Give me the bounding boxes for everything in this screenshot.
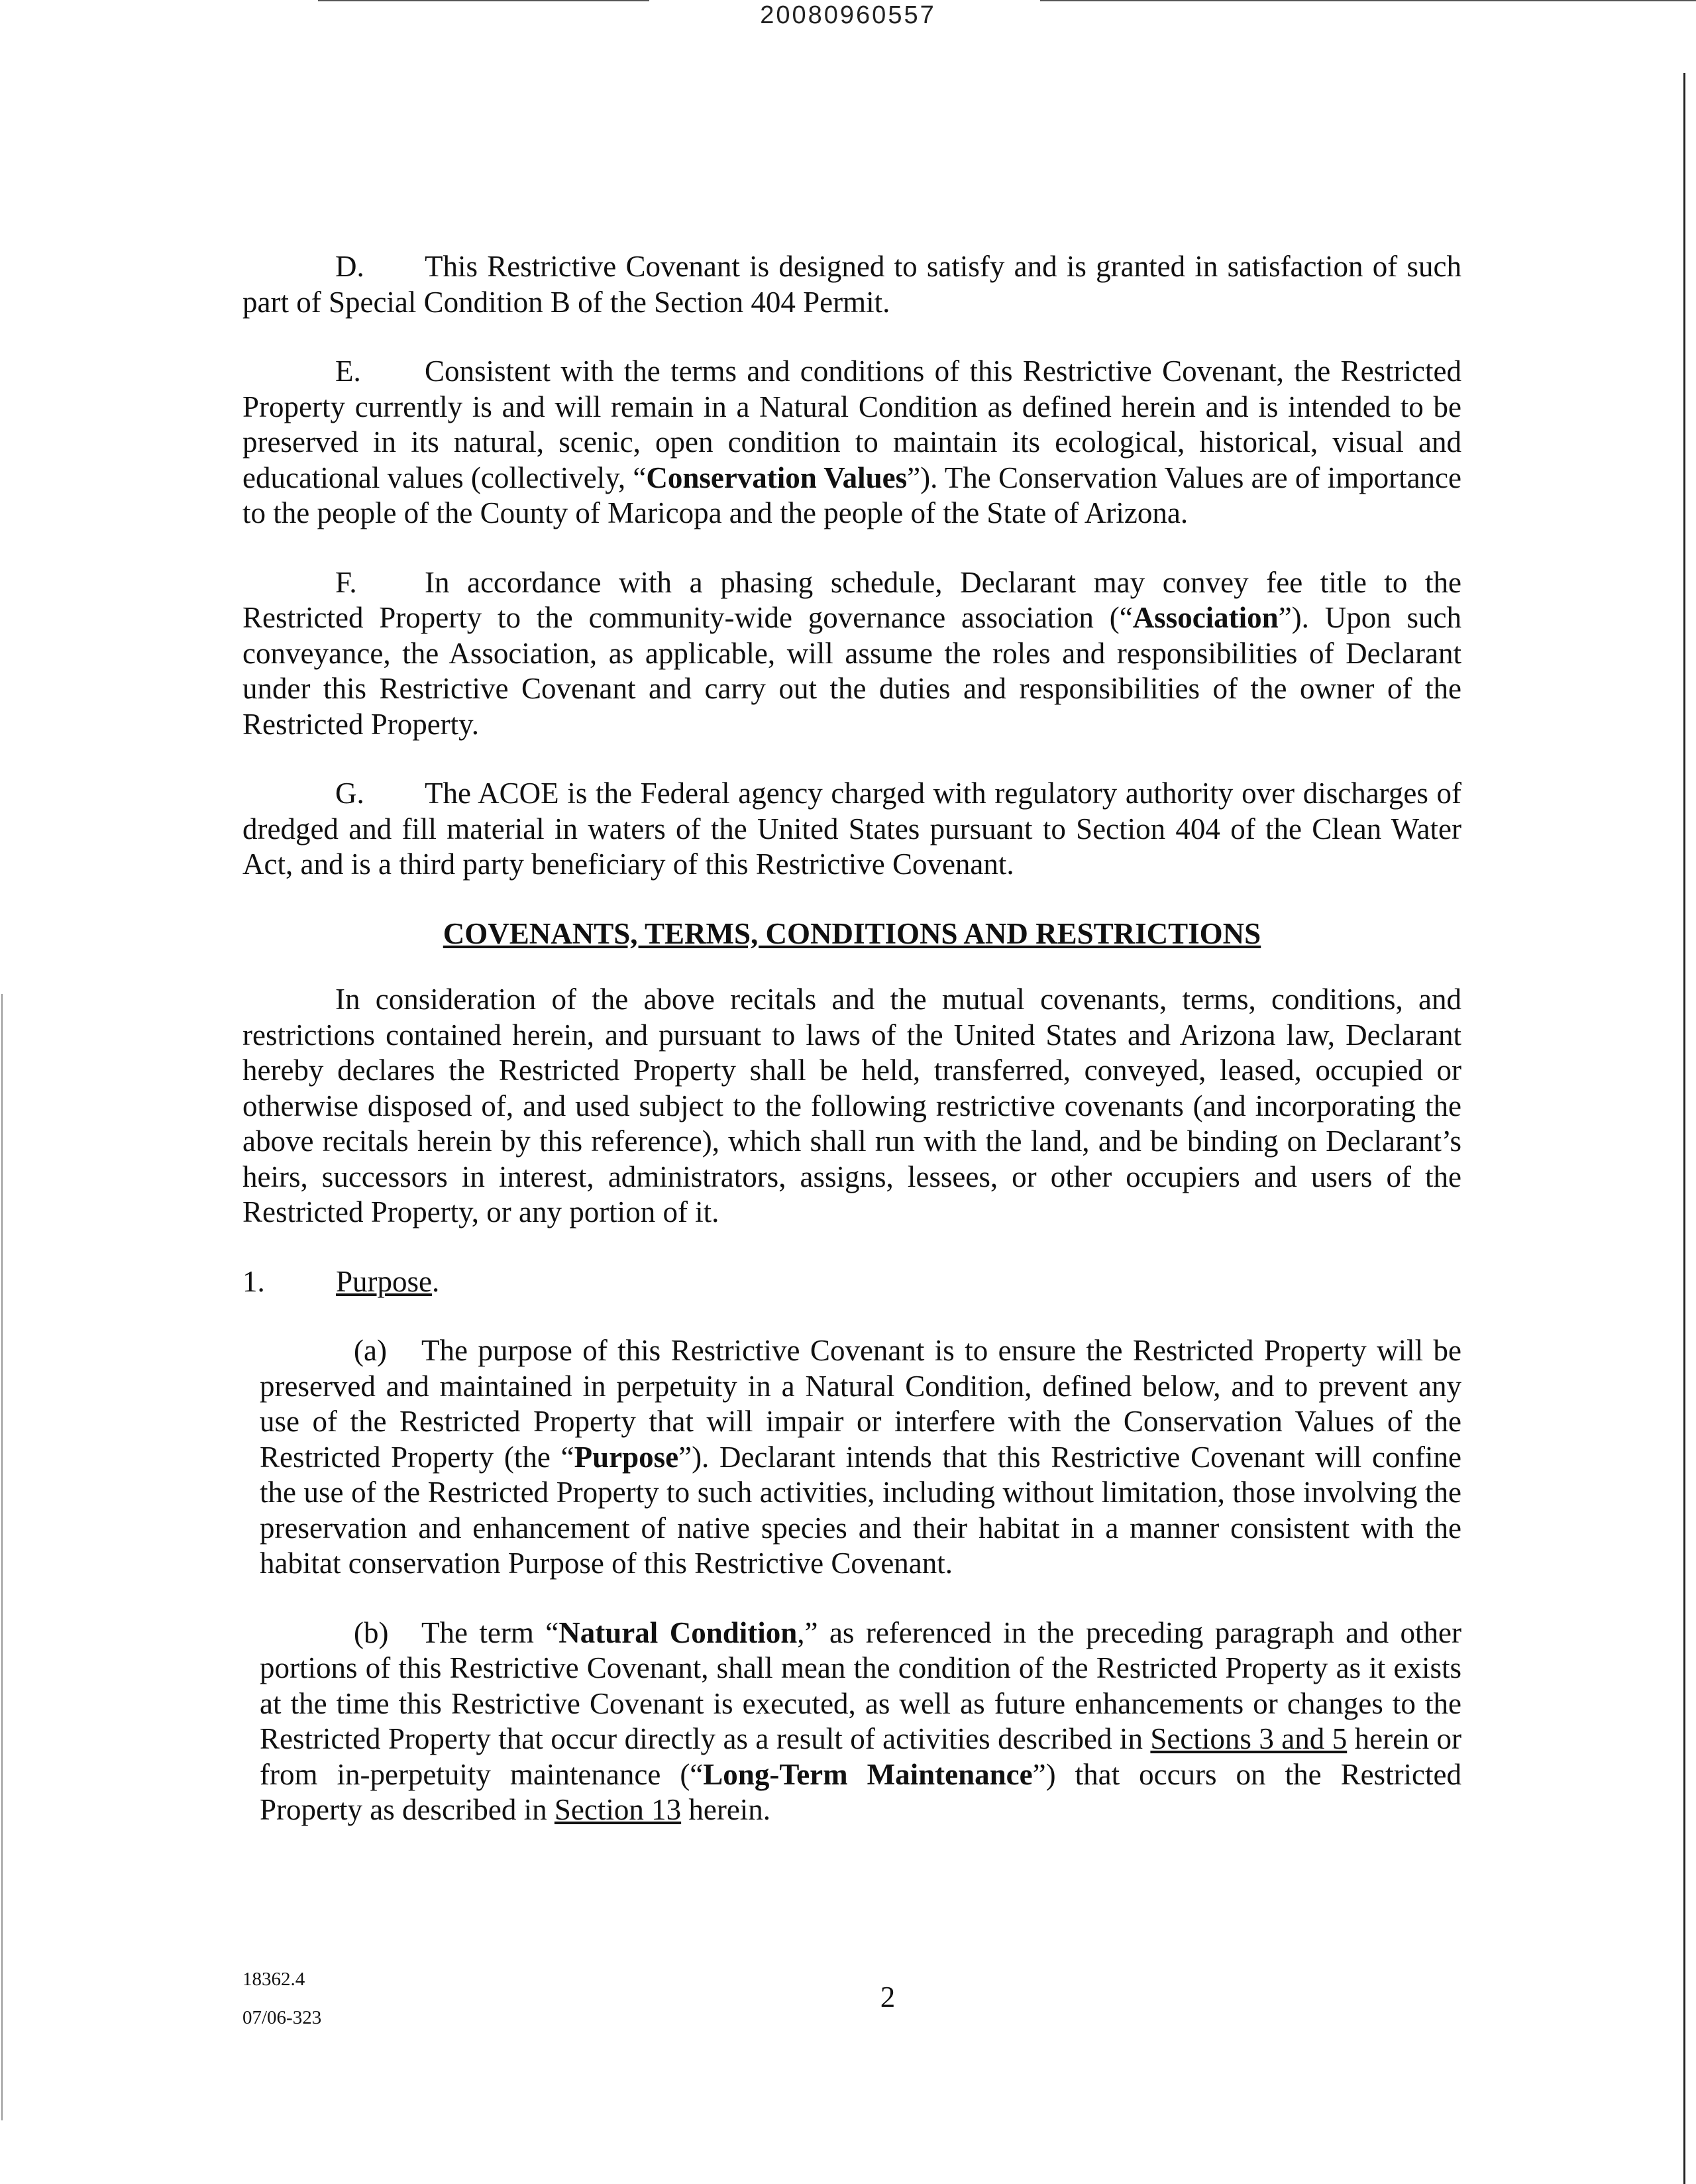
text-run: ”). Upon such conveyance, the Association, as applicable, will assume the roles and responsibilities of Declarant under this Restrictive Covenant and carry out the duties and responsibilities of the owner of the Restricted Property. [242, 601, 1461, 741]
scan-edge-right [1683, 73, 1685, 2184]
text-run: herein. [681, 1793, 771, 1826]
section-number: 1. [242, 1264, 265, 1298]
page-number: 2 [880, 1981, 896, 2014]
recital-text [242, 566, 1461, 741]
doc-code-1: 18362.4 [242, 1969, 305, 1990]
recital-label: D. [335, 250, 364, 283]
text-run: ”) that occurs on the Restricted Property as described in [260, 1757, 1462, 1826]
doc-code-2: 07/06-323 [242, 2007, 322, 2028]
subsection-label: (a) [354, 1334, 387, 1367]
section-reference: Section 13 [554, 1793, 682, 1826]
subsection-label: (b) [354, 1615, 389, 1649]
section-title-text: Purpose [336, 1264, 432, 1298]
recital-text [242, 777, 1461, 881]
section-title-suffix: . [432, 1264, 440, 1298]
text-run: Consistent with the terms and conditions of this Restrictive Covenant, the Restricted Property currently is and will remain in a Natural Condition as defined herein and is intended to be preserved in its natural, scenic, open condition to maintain its ecological, historical, visual and educational values (collectively, “ [242, 355, 1461, 494]
recital-g [242, 776, 1461, 883]
recital-text [242, 250, 1461, 319]
section-1-title [242, 1264, 1461, 1300]
text-run: The term “ [421, 1615, 559, 1649]
recital-f [242, 565, 1461, 743]
recital-d [242, 249, 1461, 320]
defined-term: Purpose [574, 1440, 679, 1474]
recital-label: G. [335, 777, 364, 810]
recital-label: E. [335, 355, 361, 388]
subsection-text [260, 1334, 1461, 1580]
subsection-a [260, 1333, 1461, 1582]
text-run: The ACOE is the Federal agency charged with regulatory authority over discharges of dredged and fill material in waters of the United States pursuant to Section 404 of the Clean Water Act, and is a third party beneficiary of this Restrictive Covenant. [242, 777, 1461, 881]
intro-paragraph: In consideration of the above recitals and the mutual covenants, terms, conditions, and restrictions contained herein, and pursuant to laws of the United States and Arizona law, Declarant hereby declares the Restricted Property shall be held, transferred, conveyed, leased, occupied or otherwise disposed of, and used subject to the following restrictive covenants (and incorporating the above recitals herein by this reference), which shall run with the land, and be binding on Declarant’s heirs, successors in interest, administrators, assigns, lessees, or other occupiers and users of the Restricted Property, or any portion of it. [242, 983, 1461, 1228]
defined-term: Long-Term Maintenance [703, 1757, 1033, 1791]
recitals [242, 249, 1461, 883]
text-run: In accordance with a phasing schedule, Declarant may convey fee title to the Restricted Property to the community-wide governance association (“ [242, 565, 1461, 634]
recital-e [242, 354, 1461, 531]
defined-term: Natural Condition [558, 1615, 798, 1649]
defined-term: Association [1132, 601, 1279, 634]
recording-number: 20080960557 [760, 1, 936, 29]
section-heading: COVENANTS, TERMS, CONDITIONS AND RESTRICTIONS [443, 916, 1261, 950]
text-run: ”). Declarant intends that this Restrictive Covenant will confine the use of the Restricted Property to such activities, including without limitation, those involving the preservation and enhancement of native species and their habitat in a manner consistent with the habitat conservation Purpose of this Restrictive Covenant. [260, 1440, 1461, 1580]
scan-edge-left [1, 994, 3, 2120]
recital-label: F. [335, 565, 357, 599]
subsection-text [260, 1616, 1461, 1827]
text-run: The purpose of this Restrictive Covenant is to ensure the Restricted Property will be preserved and maintained in perpetuity in a Natural Condition, defined below, and to prevent any use of the Restricted Property that will impair or interfere with the Conservation Values of the Restricted Property (the “ [260, 1334, 1461, 1474]
document-body [242, 249, 1461, 1862]
text-run: This Restrictive Covenant is designed to satisfy and is granted in satisfaction of such part of Special Condition B of the Section 404 Permit. [242, 250, 1461, 319]
recital-text [242, 355, 1461, 529]
text-run: herein or from in-perpetuity maintenance (“ [260, 1722, 1462, 1791]
subsection-b [260, 1615, 1461, 1828]
text-run: ”). The Conservation Values are of importance to the people of the County of Maricopa and the people of the State of Arizona. [242, 461, 1461, 529]
text-run: ,” as referenced in the preceding paragraph and other portions of this Restrictive Covenant, shall mean the condition of the Restricted Property as it exists at the time this Restrictive Covenant is executed, as well as future enhancements or changes to the Restricted Property that occur directly as a result of activities described in [260, 1615, 1461, 1755]
defined-term: Conservation Values [646, 461, 908, 494]
section-reference: Sections 3 and 5 [1150, 1722, 1348, 1755]
